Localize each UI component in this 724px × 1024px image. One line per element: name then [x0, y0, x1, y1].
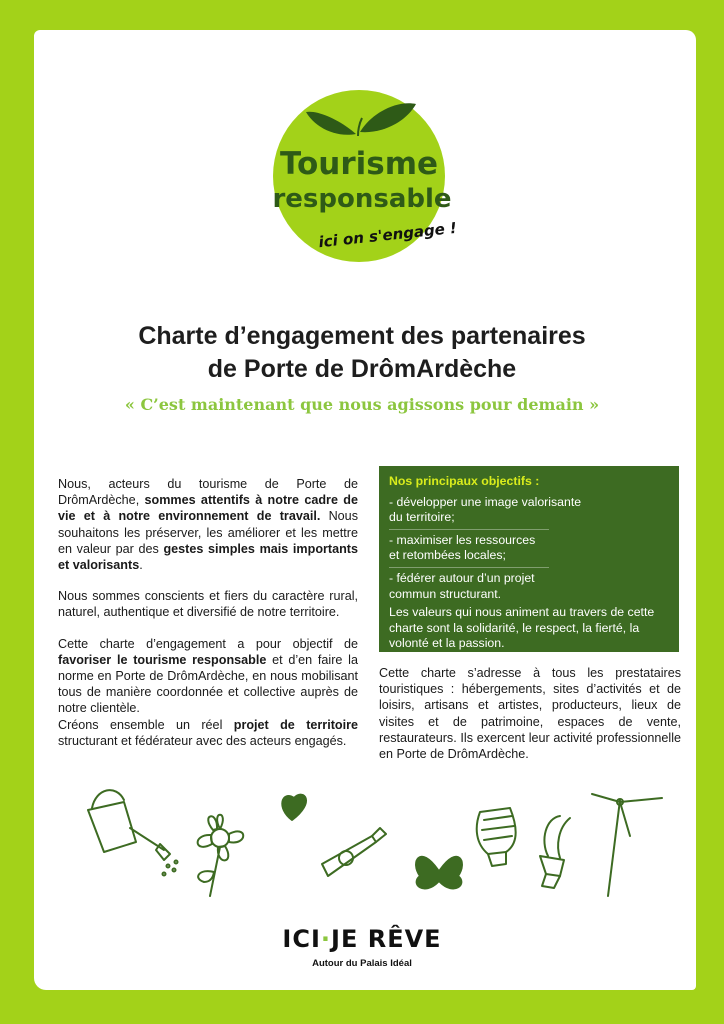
values-text: Les valeurs qui nous animent au travers de cette charte sont la solidarité, le respect, la fierté, la volonté et la passion. [389, 605, 655, 651]
objectives-heading: Nos principaux objectifs : [389, 474, 540, 488]
logo-line-1: Tourisme [279, 146, 439, 182]
intro-paragraph-1: Nous, acteurs du tourisme de Porte de DrômArdèche, sommes attentifs à notre cadre de vie et à notre environnement de travail. Nous souhaitons les préserver, les améliorer et les mettre en valeur par des gestes simples mais importants et valorisants. [58, 477, 359, 573]
wind-turbine-icon [592, 794, 662, 896]
ici-je-reve-brand: ICI·JE RÊVE [282, 925, 442, 953]
watering-can-icon [88, 790, 178, 875]
slogan-quote: « C’est maintenant que nous agissons pour demain » [124, 395, 600, 414]
title-line-1: Charte d’engagement des partenaires [138, 322, 586, 350]
logo-tagline: ici on s'engage ! [317, 218, 458, 252]
logo-line-2: responsable [272, 184, 452, 214]
brand-subtitle: Autour du Palais Idéal [312, 958, 412, 969]
butterfly-icon [416, 857, 462, 889]
objectives-box [379, 466, 679, 652]
led-bulb-icon [477, 808, 516, 866]
divider [389, 567, 549, 568]
objective-item: - maximiser les ressources et retombées locales; [389, 532, 536, 563]
cfl-bulb-icon [540, 816, 570, 888]
divider [389, 529, 549, 530]
heart-icon [282, 795, 306, 820]
audience-text: Cette charte s’adresse à tous les prestataires touristiques : hébergements, sites d’activités et de loisirs, artisans et artistes, producteurs, lieux de visites et de patrimoine, espaces de vente, restaurateurs. Ils exercent leur activité professionnelle en Porte de DrômArdèche. [379, 666, 681, 762]
intro-column [58, 476, 358, 764]
intro-paragraph-4: Créons ensemble un réel projet de territoire structurant et fédérateur avec des acteurs engagés. [58, 717, 358, 748]
objective-item: - fédérer autour d’un projet commun structurant. [389, 570, 535, 601]
objective-item: - développer une image valorisante du territoire; [389, 494, 582, 525]
flower-icon [198, 815, 244, 896]
intro-paragraph-2: Nous sommes conscients et fiers du caractère rural, naturel, authentique et diversifié de notre territoire. [58, 589, 358, 620]
bottle-icon [322, 828, 386, 876]
tourisme-responsable-logo [248, 90, 470, 262]
title-line-2: de Porte de DrômArdèche [207, 355, 517, 383]
illustrations-row [60, 780, 680, 900]
intro-paragraph-3: Cette charte d’engagement a pour objectif de favoriser le tourisme responsable et d’en faire la norme en Porte de DrômArdèche, en nous mobilisant tous de manière coordonnée et collective auprès de notre clientèle. [58, 636, 358, 716]
